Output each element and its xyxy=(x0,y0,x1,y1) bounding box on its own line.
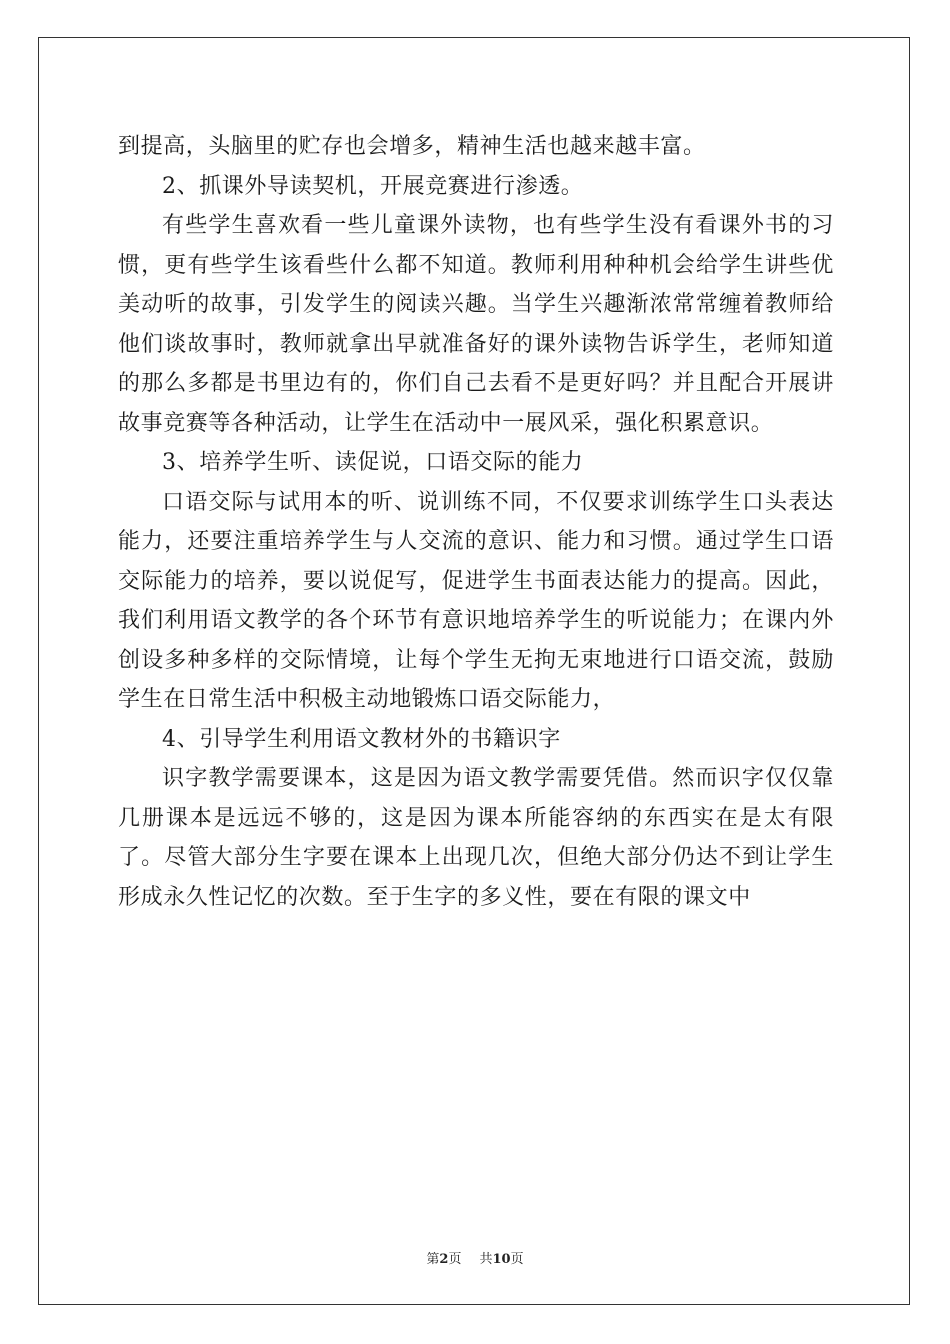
document-body xyxy=(118,127,834,917)
section-heading-3: 3、培养学生听、读促说，口语交际的能力 xyxy=(162,450,584,475)
footer-page-prefix: 第 xyxy=(426,1252,440,1267)
footer-total-number: 10 xyxy=(492,1252,511,1267)
footer-total-suffix: 页 xyxy=(510,1252,524,1267)
paragraph-literacy-teaching: 识字教学需要课本，这是因为语文教学需要凭借。然而识字仅仅靠几册课本是远远不够的，这是因为课本所能容纳的东西实在是太有限了。尽管大部分生字要在课本上出现几次，但绝大部分仍达不到让学生形成永久性记忆的次数。至于生字的多义性，要在有限的课文中 xyxy=(118,766,834,910)
paragraph-extracurricular-reading: 有些学生喜欢看一些儿童课外读物，也有些学生没有看课外书的习惯，更有些学生该看些什么都不知道。教师利用种种机会给学生讲些优美动听的故事，引发学生的阅读兴趣。当学生兴趣渐浓常常缠着教师给他们谈故事时，教师就拿出早就准备好的课外读物告诉学生，老师知道的那么多都是书里边有的，你们自己去看不是更好吗？并且配合开展讲故事竞赛等各种活动，让学生在活动中一展风采，强化积累意识。 xyxy=(118,213,834,436)
footer-total-prefix: 共 xyxy=(479,1252,493,1267)
paragraph-oral-communication: 口语交际与试用本的听、说训练不同，不仅要求训练学生口头表达能力，还要注重培养学生与人交流的意识、能力和习惯。通过学生口语交际能力的培养，要以说促写，促进学生书面表达能力的提高。因此，我们利用语文教学的各个环节有意识地培养学生的听说能力；在课内外创设多种多样的交际情境，让每个学生无拘无束地进行口语交流，鼓励学生在日常生活中积极主动地锻炼口语交际能力， xyxy=(118,489,834,712)
section-heading-2: 2、抓课外导读契机，开展竞赛进行渗透。 xyxy=(162,173,584,199)
footer-page-number: 2 xyxy=(439,1252,449,1267)
paragraph-continuation: 到提高，头脑里的贮存也会增多，精神生活也越来越丰富。 xyxy=(118,134,706,159)
footer-page-suffix: 页 xyxy=(448,1252,462,1267)
section-heading-4: 4、引导学生利用语文教材外的书籍识字 xyxy=(162,726,561,752)
page-footer xyxy=(0,1248,950,1267)
